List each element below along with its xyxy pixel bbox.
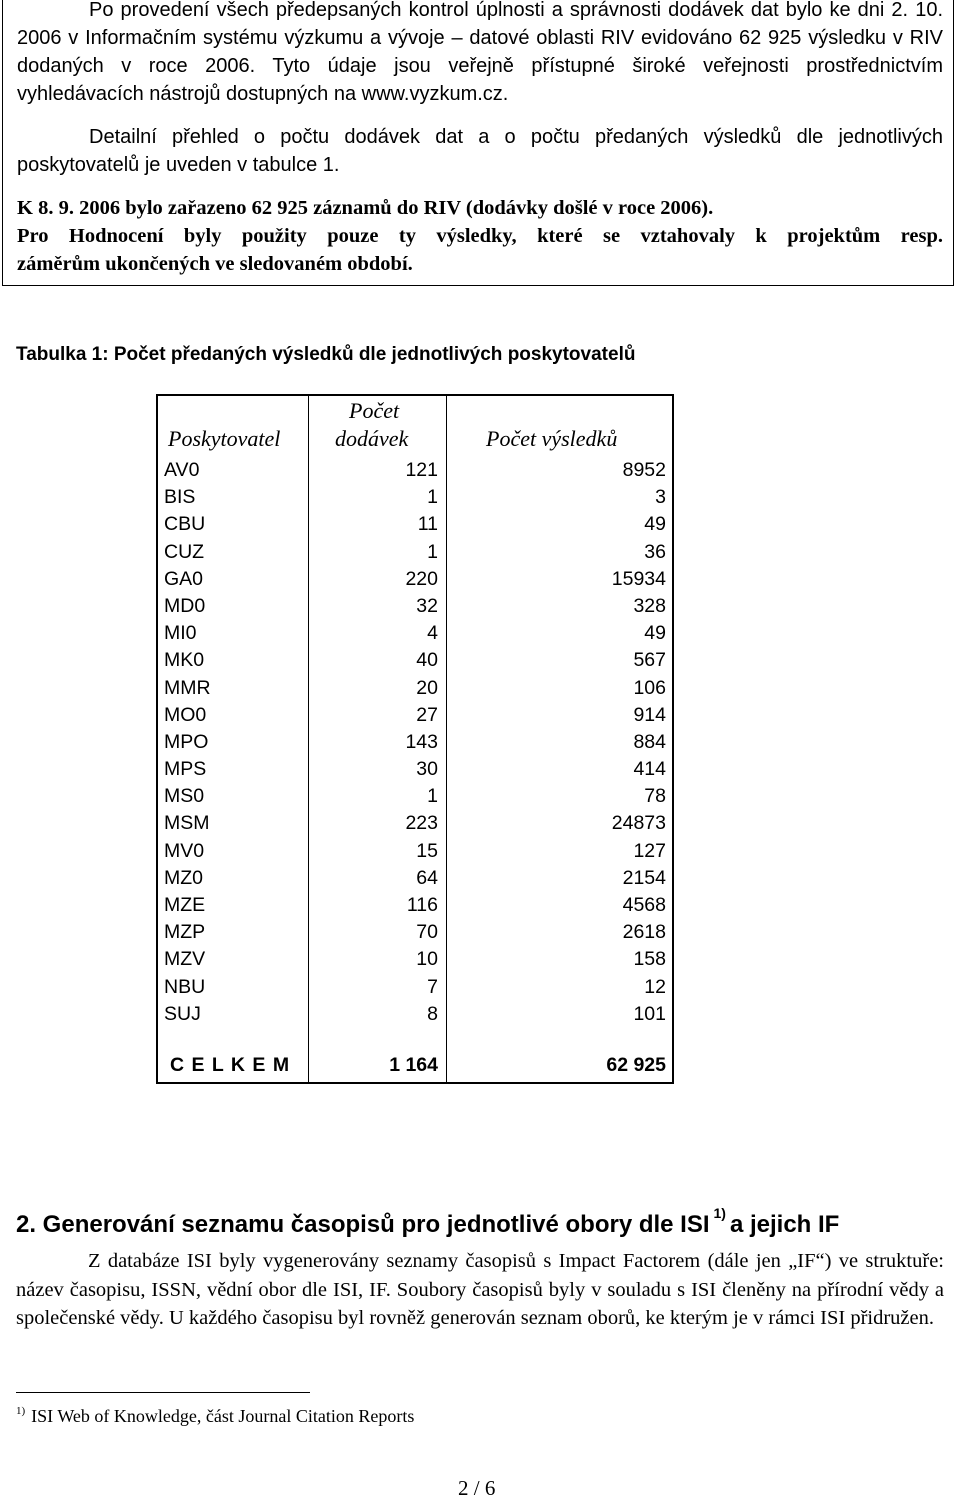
intro-note-line-3: záměrům ukončených ve sledovaném období. <box>17 253 413 275</box>
cell-results: 12 <box>644 975 666 998</box>
table-row <box>158 784 672 811</box>
total-label: C E L K E M <box>170 1054 291 1076</box>
footnote-text: ISI Web of Knowledge, část Journal Citation Reports <box>31 1406 415 1426</box>
cell-deliveries: 40 <box>416 649 438 672</box>
cell-deliveries: 30 <box>416 758 438 781</box>
cell-provider: MO0 <box>164 703 207 726</box>
table-row <box>158 866 672 893</box>
cell-provider: MV0 <box>164 839 205 862</box>
cell-deliveries: 27 <box>416 703 438 726</box>
cell-deliveries: 1 <box>427 540 438 563</box>
total-results: 62 925 <box>606 1054 666 1076</box>
header-deliveries-line2: dodávek <box>335 426 409 451</box>
cell-deliveries: 8 <box>427 1002 438 1025</box>
table-row <box>158 1002 672 1029</box>
table-row <box>158 621 672 648</box>
header-provider: Poskytovatel <box>168 426 281 451</box>
header-results: Počet výsledků <box>486 426 618 451</box>
total-deliveries: 1 164 <box>389 1054 438 1076</box>
cell-results: 24873 <box>611 812 666 835</box>
cell-deliveries: 7 <box>427 975 438 998</box>
cell-results: 914 <box>633 703 666 726</box>
table-row <box>158 975 672 1002</box>
cell-deliveries: 223 <box>405 812 438 835</box>
cell-results: 49 <box>644 622 666 645</box>
cell-provider: BIS <box>164 486 196 509</box>
table-body <box>158 458 672 1029</box>
cell-deliveries: 10 <box>416 948 438 971</box>
cell-provider: GA0 <box>164 567 204 590</box>
cell-results: 4568 <box>622 894 666 916</box>
footnote <box>16 1405 414 1427</box>
cell-provider: MI0 <box>164 622 197 645</box>
cell-provider: MPO <box>164 730 209 753</box>
table-row <box>158 811 672 838</box>
table-row <box>158 703 672 730</box>
cell-results: 414 <box>633 758 666 781</box>
cell-provider: MS0 <box>164 785 205 808</box>
section-2-heading-ref: 1) <box>713 1205 726 1221</box>
table-caption: Tabulka 1: Počet předaných výsledků dle jednotlivých poskytovatelů <box>16 344 636 365</box>
table-row <box>158 648 672 675</box>
table-row <box>158 920 672 947</box>
table-total-row <box>158 1056 672 1082</box>
page-number: 2 / 6 <box>458 1476 496 1500</box>
intro-paragraph-2: Detailní přehled o počtu dodávek dat a o počtu předaných výsledků dle jednotlivých poskytovatelů je uveden v tabulce 1. <box>17 126 943 176</box>
cell-deliveries: 20 <box>416 676 438 699</box>
cell-results: 78 <box>644 785 666 808</box>
cell-results: 36 <box>644 540 666 563</box>
table-row <box>158 594 672 621</box>
cell-provider: MZ0 <box>164 866 203 889</box>
table-row <box>158 730 672 757</box>
cell-provider: MZV <box>164 948 206 971</box>
cell-deliveries: 116 <box>406 894 438 916</box>
cell-deliveries: 220 <box>405 567 438 590</box>
intro-note-line-2: Pro Hodnocení byly použity pouze ty výsledky, které se vztahovaly k projektům resp. <box>17 225 943 247</box>
section-2-paragraph: Z databáze ISI byly vygenerovány seznamy časopisů s Impact Factorem (dále jen „IF“) ve struktuře: název časopisu, ISSN, vědní obor dle ISI, IF. Soubory časopisů byly v souladu s ISI členěny na přírodní vědy a společenské vědy. U každého časopisu byl rovněž generován seznam oborů, ke kterým je v rámci ISI přidružen. <box>16 1250 944 1329</box>
cell-deliveries: 15 <box>416 839 438 862</box>
footnote-divider <box>16 1392 310 1393</box>
cell-provider: MMR <box>164 676 211 699</box>
table-row <box>158 676 672 703</box>
intro-note-line-1: K 8. 9. 2006 bylo zařazeno 62 925 záznamů do RIV (dodávky došlé v roce 2006). <box>17 197 714 219</box>
cell-results: 106 <box>633 676 666 699</box>
table-row <box>158 485 672 512</box>
cell-provider: CBU <box>164 513 206 536</box>
providers-table <box>156 394 674 1084</box>
table-row <box>158 947 672 974</box>
section-2-heading-main: 2. Generování seznamu časopisů pro jednotlivé obory dle ISI <box>16 1211 710 1238</box>
table-row <box>158 567 672 594</box>
footnote-marker: 1) <box>16 1405 26 1417</box>
cell-deliveries: 11 <box>417 513 438 536</box>
cell-provider: MPS <box>164 758 207 781</box>
cell-deliveries: 32 <box>416 594 438 617</box>
cell-provider: MZP <box>164 921 206 944</box>
cell-results: 8952 <box>622 459 666 481</box>
cell-provider: SUJ <box>164 1002 201 1025</box>
table-row <box>158 893 672 920</box>
cell-results: 567 <box>633 649 666 672</box>
intro-note <box>17 194 943 278</box>
cell-provider: MSM <box>164 812 210 835</box>
cell-provider: MD0 <box>164 594 206 617</box>
table-row <box>158 540 672 567</box>
header-deliveries-line1: Počet <box>349 398 400 423</box>
cell-results: 15934 <box>611 567 666 590</box>
cell-results: 49 <box>644 513 666 536</box>
cell-results: 158 <box>633 948 666 971</box>
cell-provider: NBU <box>164 975 206 998</box>
cell-deliveries: 4 <box>427 622 438 645</box>
cell-provider: MK0 <box>164 649 205 672</box>
table-row <box>158 458 672 485</box>
table-row <box>158 839 672 866</box>
cell-deliveries: 121 <box>405 459 438 481</box>
cell-results: 3 <box>655 486 666 509</box>
cell-results: 127 <box>633 839 666 862</box>
cell-results: 884 <box>633 730 666 753</box>
section-2-heading <box>16 1205 839 1239</box>
intro-paragraph-1: Po provedení všech předepsaných kontrol úplnosti a správnosti dodávek dat bylo ke dni 2. 10. 2006 v Informačním systému výzkumu a vývoje – datové oblasti RIV evidováno 62 925 výsledku v RIV dodaných v roce 2006. Tyto údaje jsou veřejně přístupné široké veřejnosti prostřednictvím vyhledávacích nástrojů dostupných na www.vyzkum.cz. <box>17 0 943 105</box>
table-row <box>158 512 672 539</box>
cell-deliveries: 143 <box>405 730 438 753</box>
cell-deliveries: 64 <box>416 866 438 889</box>
cell-results: 2618 <box>622 921 666 944</box>
cell-provider: CUZ <box>164 540 205 563</box>
cell-results: 328 <box>633 594 666 617</box>
cell-results: 2154 <box>622 866 666 889</box>
cell-provider: AV0 <box>164 459 200 481</box>
cell-deliveries: 1 <box>427 486 438 509</box>
cell-provider: MZE <box>164 894 206 916</box>
cell-results: 101 <box>633 1002 666 1025</box>
table-row <box>158 757 672 784</box>
section-2-heading-tail: a jejich IF <box>729 1211 840 1238</box>
cell-deliveries: 1 <box>427 785 438 808</box>
table-header <box>158 396 672 458</box>
cell-deliveries: 70 <box>416 921 438 944</box>
intro-box <box>2 0 954 286</box>
